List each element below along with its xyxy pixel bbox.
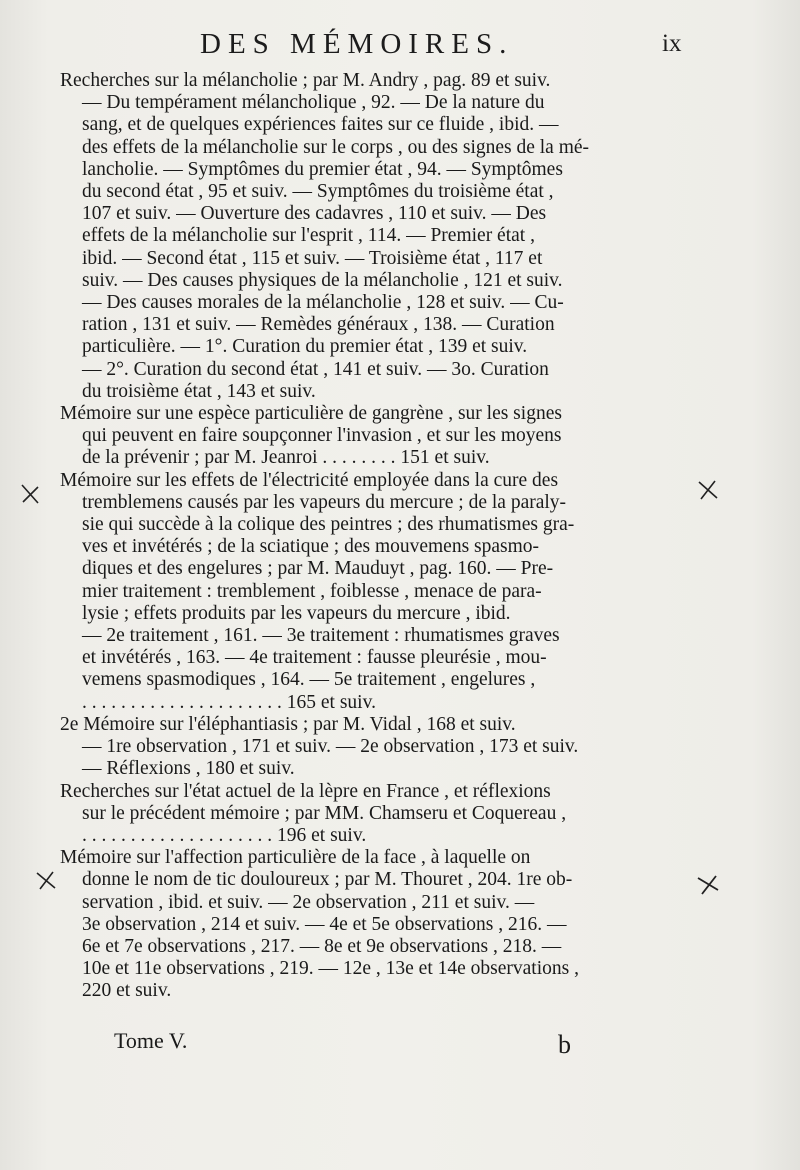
toc-line: vemens spasmodiques , 164. — 5e traitement , engelures , <box>82 669 536 691</box>
signature-mark: b <box>558 1030 571 1059</box>
toc-line: ves et invétérés ; de la sciatique ; des mouvemens spasmo- <box>82 536 540 558</box>
toc-line: — Des causes morales de la mélancholie , 128 et suiv. — Cu- <box>82 292 564 314</box>
toc-line: . . . . . . . . . . . . . . . . . . . . . 165 et suiv. <box>82 691 376 713</box>
toc-entry-chamseru-coquereau <box>60 781 685 848</box>
toc-line: Recherches sur la mélancholie ; par M. Andry , pag. 89 et suiv. <box>60 70 551 91</box>
toc-line: 220 et suiv. <box>82 980 172 1002</box>
toc-line: Mémoire sur les effets de l'électricité employée dans la cure des <box>60 469 559 491</box>
page-header <box>0 28 800 64</box>
toc-entry-vidal <box>60 714 685 781</box>
toc-line: — 1re observation , 171 et suiv. — 2e observation , 173 et suiv. <box>82 736 579 758</box>
toc-line: tremblemens causés par les vapeurs du mercure ; de la paraly- <box>82 491 567 513</box>
toc-line: sie qui succède à la colique des peintres ; des rhumatismes gra- <box>82 514 575 536</box>
toc-line: particulière. — 1°. Curation du premier état , 139 et suiv. <box>82 336 528 358</box>
toc-line: diques et des engelures ; par M. Mauduyt , pag. 160. — Pre- <box>82 558 554 580</box>
toc-line: — 2e traitement , 161. — 3e traitement : rhumatismes graves <box>82 625 560 647</box>
toc-line: Mémoire sur une espèce particulière de gangrène , sur les signes <box>60 403 562 425</box>
toc-line: ibid. — Second état , 115 et suiv. — Troisième état , 117 et <box>82 247 543 269</box>
running-title: DES MÉMOIRES. <box>200 28 514 60</box>
toc-line: suiv. — Des causes physiques de la mélancholie , 121 et suiv. <box>82 269 563 291</box>
toc-line: du second état , 95 et suiv. — Symptômes du troisième état , <box>82 181 554 203</box>
toc-line: 3e observation , 214 et suiv. — 4e et 5e observations , 216. — <box>82 913 567 935</box>
table-of-contents <box>60 70 685 1003</box>
margin-cross-mark-right-upper <box>696 478 720 502</box>
toc-line: mier traitement : tremblement , foiblesse , menace de para- <box>82 580 542 602</box>
toc-line: 107 et suiv. — Ouverture des cadavres , 110 et suiv. — Des <box>82 203 547 225</box>
toc-line: 2e Mémoire sur l'éléphantiasis ; par M. Vidal , 168 et suiv. <box>60 713 516 735</box>
toc-entry-jeanroi <box>60 403 685 470</box>
toc-line: 6e et 7e observations , 217. — 8e et 9e observations , 218. — <box>82 935 562 957</box>
toc-line: lysie ; effets produits par les vapeurs du mercure , ibid. <box>82 602 511 624</box>
page-footer <box>0 1028 800 1062</box>
page-number: ix <box>662 30 682 57</box>
toc-entry-andry <box>60 70 685 403</box>
toc-line: ration , 131 et suiv. — Remèdes généraux , 138. — Curation <box>82 314 555 336</box>
toc-line: — 2°. Curation du second état , 141 et suiv. — 3o. Curation <box>82 358 549 380</box>
toc-line: des effets de la mélancholie sur le corps , ou des signes de la mé- <box>82 136 590 158</box>
toc-line: lancholie. — Symptômes du premier état , 94. — Symptômes <box>82 158 563 180</box>
toc-line: du troisième état , 143 et suiv. <box>82 380 316 402</box>
toc-line: sur le précédent mémoire ; par MM. Chamseru et Coquereau , <box>82 802 567 824</box>
toc-line: donne le nom de tic douloureux ; par M. Thouret , 204. 1re ob- <box>82 869 573 891</box>
toc-line: servation , ibid. et suiv. — 2e observation , 211 et suiv. — <box>82 891 535 913</box>
toc-entry-mauduyt <box>60 470 685 714</box>
toc-line: de la prévenir ; par M. Jeanroi . . . . . . . . 151 et suiv. <box>82 447 490 469</box>
toc-line: effets de la mélancholie sur l'esprit , 114. — Premier état , <box>82 225 535 247</box>
toc-line: . . . . . . . . . . . . . . . . . . . . 196 et suiv. <box>82 824 367 846</box>
toc-entry-thouret <box>60 847 685 1002</box>
toc-line: — Du tempérament mélancholique , 92. — De la nature du <box>82 92 545 114</box>
toc-line: Mémoire sur l'affection particulière de la face , à laquelle on <box>60 847 531 869</box>
toc-line: et invétérés , 163. — 4e traitement : fausse pleurésie , mou- <box>82 647 547 669</box>
toc-line: Recherches sur l'état actuel de la lèpre en France , et réflexions <box>60 780 551 802</box>
margin-cross-mark-right-lower <box>696 872 720 896</box>
volume-label: Tome V. <box>114 1028 188 1053</box>
toc-line: sang, et de quelques expériences faites sur ce fluide , ibid. — <box>82 114 559 136</box>
margin-cross-mark-left-upper <box>18 482 42 506</box>
toc-line: — Réflexions , 180 et suiv. <box>82 758 295 780</box>
margin-cross-mark-left-lower <box>34 868 58 892</box>
toc-line: qui peuvent en faire soupçonner l'invasion , et sur les moyens <box>82 425 562 447</box>
toc-line: 10e et 11e observations , 219. — 12e , 13e et 14e observations , <box>82 958 579 980</box>
